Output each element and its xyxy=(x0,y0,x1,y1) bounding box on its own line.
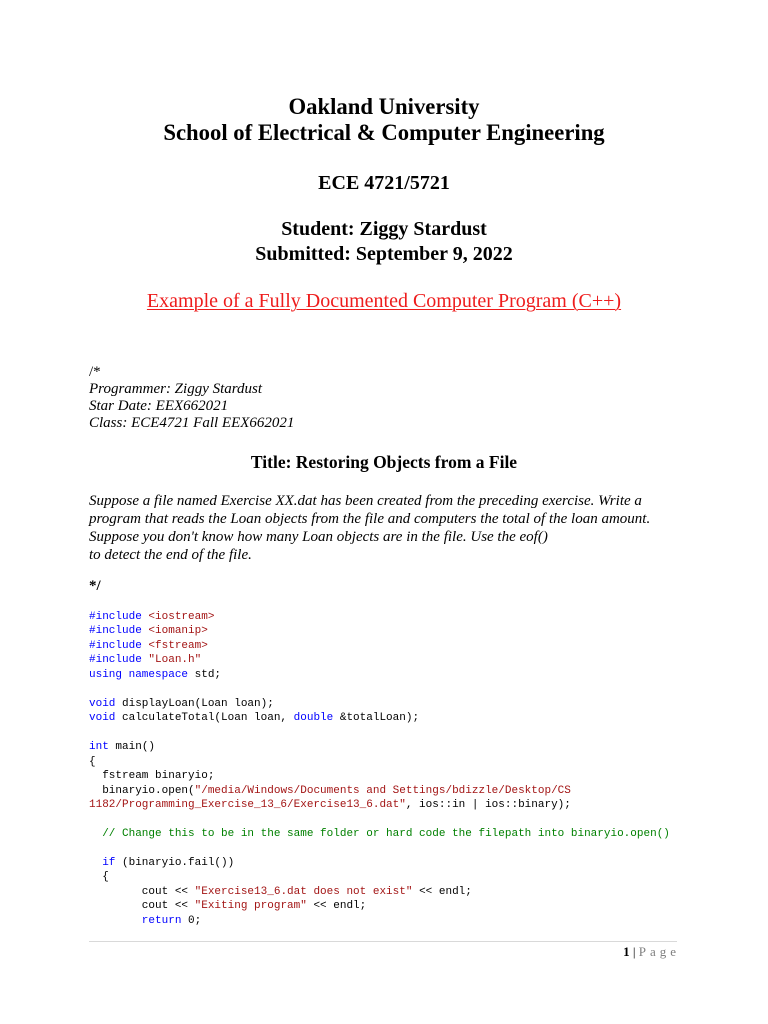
code-line xyxy=(89,914,670,928)
code-string: <fstream> xyxy=(141,639,208,652)
program-title: Title: Restoring Objects from a File xyxy=(250,452,518,472)
code-line xyxy=(89,653,670,667)
code-string: <iomanip> xyxy=(141,625,208,638)
code-text: main() xyxy=(108,741,156,754)
code-text: calculateTotal(Loan loan, xyxy=(115,712,294,725)
code-line xyxy=(89,870,670,884)
comment-open-marker: /* xyxy=(89,363,101,380)
code-line xyxy=(89,610,670,624)
comment-close-marker: */ xyxy=(89,578,101,594)
code-blank-line xyxy=(89,726,670,740)
code-keyword: #include xyxy=(89,639,142,652)
code-string: "Loan.h" xyxy=(141,654,202,667)
code-line xyxy=(89,740,670,754)
code-keyword: #include xyxy=(89,611,142,623)
code-blank-line xyxy=(89,682,670,696)
code-listing xyxy=(89,610,670,928)
school-heading: School of Electrical & Computer Engineering xyxy=(163,120,605,145)
code-line xyxy=(89,755,670,769)
code-text: << endl; xyxy=(306,900,367,913)
code-line xyxy=(89,624,670,638)
code-string: "/media/Windows/Documents and Settings/bdizzle/Desktop/CS xyxy=(194,784,571,797)
description-line: Suppose you don't know how many Loan objects are in the file. Use the eof() xyxy=(89,529,548,545)
code-line xyxy=(89,697,670,711)
code-line xyxy=(89,856,670,870)
code-keyword: #include xyxy=(89,654,142,667)
page-footer xyxy=(623,944,680,960)
code-string: 1182/Programming_Exercise_13_6/Exercise13_6.dat" xyxy=(89,799,406,812)
code-keyword: void xyxy=(89,697,116,710)
code-keyword: if xyxy=(89,856,116,869)
submission-date: Submitted: September 9, 2022 xyxy=(255,243,513,265)
code-keyword: double xyxy=(293,712,334,725)
page-number: 1 xyxy=(623,944,630,959)
code-text: binaryio.open( xyxy=(89,784,195,797)
code-text: 0; xyxy=(181,914,202,927)
description-line: to detect the end of the file. xyxy=(89,547,252,563)
student-name: Student: Ziggy Stardust xyxy=(281,218,487,240)
code-text: << endl; xyxy=(412,885,472,898)
program-description xyxy=(89,492,650,564)
course-number: ECE 4721/5721 xyxy=(318,172,450,194)
code-keyword: using namespace xyxy=(89,668,189,681)
description-line: Suppose a file named Exercise XX.dat has been created from the preceding exercise. Write a xyxy=(89,493,642,509)
comment-header-block xyxy=(89,364,294,432)
code-blank-line xyxy=(89,813,670,827)
code-blank-line xyxy=(89,842,670,856)
code-line xyxy=(89,827,670,841)
code-string: <iostream> xyxy=(141,611,215,623)
code-text: cout << xyxy=(89,900,195,913)
code-line xyxy=(89,668,670,682)
code-keyword: int xyxy=(89,741,109,754)
code-line xyxy=(89,798,670,812)
programmer-line: Programmer: Ziggy Stardust xyxy=(89,380,263,397)
description-line: program that reads the Loan objects from the file and computers the total of the loan amount. xyxy=(89,511,651,527)
code-text: cout << xyxy=(89,885,195,898)
code-line xyxy=(89,711,670,725)
code-text: std; xyxy=(188,668,222,681)
code-string: "Exiting program" xyxy=(194,900,307,913)
star-date-line: Star Date: EEX662021 xyxy=(89,397,229,414)
code-string: "Exercise13_6.dat does not exist" xyxy=(194,885,413,898)
code-keyword: return xyxy=(89,914,182,927)
code-keyword: #include xyxy=(89,625,142,638)
code-comment: // Change this to be in the same folder or hard code the filepath into binaryio.open() xyxy=(89,828,670,841)
class-line: Class: ECE4721 Fall EEX662021 xyxy=(89,414,295,431)
code-text: displayLoan(Loan loan); xyxy=(115,697,274,710)
example-title: Example of a Fully Documented Computer Program (C++) xyxy=(146,290,622,312)
page-label: Page xyxy=(638,944,680,959)
code-line xyxy=(89,639,670,653)
code-text: &totalLoan); xyxy=(333,712,420,725)
code-text: , ios::in | ios::binary); xyxy=(405,799,571,812)
code-line xyxy=(89,784,670,798)
code-line xyxy=(89,885,670,899)
code-text: fstream binaryio; xyxy=(89,770,215,783)
code-keyword: void xyxy=(89,712,116,725)
university-heading: Oakland University xyxy=(288,94,480,119)
code-line xyxy=(89,899,670,913)
code-text: (binaryio.fail()) xyxy=(115,856,235,869)
code-text: { xyxy=(89,755,96,768)
footer-divider xyxy=(89,941,677,942)
code-line xyxy=(89,769,670,783)
footer-separator: | xyxy=(632,944,636,959)
code-text: { xyxy=(89,871,109,884)
